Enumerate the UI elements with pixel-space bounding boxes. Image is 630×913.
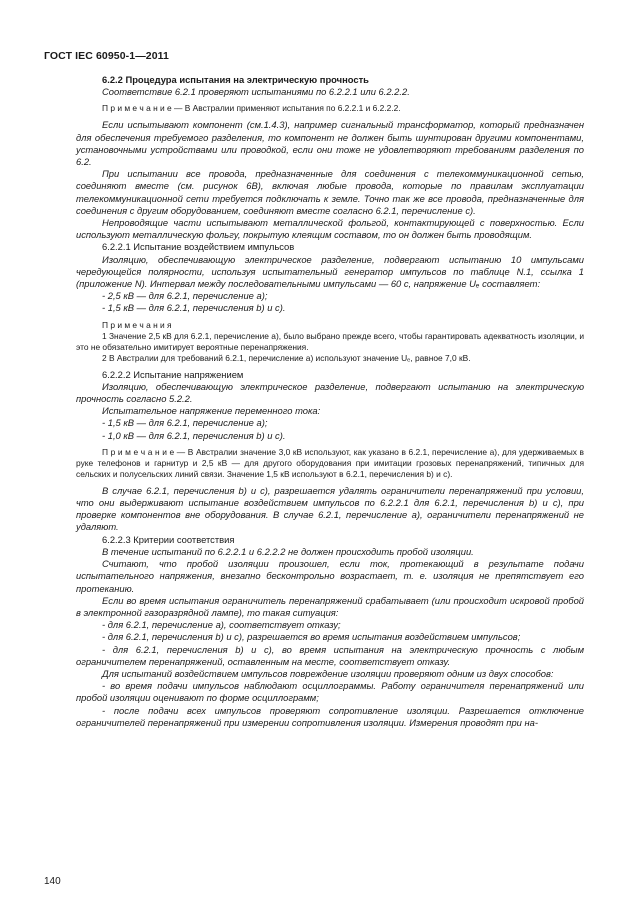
paragraph: - во время подачи импульсов наблюдают осциллограммы. Работу ограничителя перенапряжений или пробой изоляции оценивают по форме осциллограмм; <box>76 680 584 704</box>
paragraph: Изоляцию, обеспечивающую электрическое разделение, подвергают испытанию 10 импульсами чередующейся полярности, используя испытательный генератор импульсов по таблице N.1, ссылка 1 (приложение N). Интервал между последовательными импульсами — 60 с, напряжение Uₑ составляет: <box>76 253 584 290</box>
paragraph: - 1,5 кВ — для 6.2.1, перечисление а); <box>102 417 268 429</box>
paragraph: Для испытаний воздействием импульсов повреждение изоляции проверяют одним из двух способов: <box>102 667 554 679</box>
paragraph: Испытательное напряжение переменного тока: <box>102 405 321 417</box>
note-paragraph: 2 В Австралии для требований 6.2.1, перечисление а) используют значение Uₑ, равное 7,0 кВ. <box>102 352 471 363</box>
paragraph: - для 6.2.1, перечисления b) и с), во время испытания на электрическую прочность с любым ограничителем перенапряжений, оставленным на месте, соответствует отказу. <box>76 643 584 667</box>
paragraph: Если во время испытания ограничитель перенапряжений срабатывает (или происходит искровой пробой в электронной газоразрядной лампе), то такая ситуация: <box>76 594 584 618</box>
paragraph: - для 6.2.1, перечисления b) и с), разрешается во время испытания воздействием импульсов; <box>102 631 521 643</box>
note-paragraph: П р и м е ч а н и я <box>102 319 172 330</box>
paragraph: 6.2.2.3 Критерии соответствия <box>102 533 235 545</box>
document-body <box>76 74 584 729</box>
note-paragraph: П р и м е ч а н и е — В Австралии применяют испытания по 6.2.2.1 и 6.2.2.2. <box>102 103 401 114</box>
paragraph: - 1,5 кВ — для 6.2.1, перечисления b) и с). <box>102 302 286 314</box>
paragraph: Считают, что пробой изоляции произошел, если ток, протекающий в результате подачи испытательного напряжения, внезапно бесконтрольно возрастает, т. е. изоляция не препятствует его протеканию. <box>76 558 584 594</box>
note-paragraph: 1 Значение 2,5 кВ для 6.2.1, перечисление а), было выбрано прежде всего, чтобы гарантировать адекватность изоляции, и это не обязательно имитирует вероятные перенапряжения. <box>76 330 584 352</box>
paragraph: - 1,0 кВ — для 6.2.1, перечисления b) и с). <box>102 429 286 441</box>
section-heading: 6.2.2 Процедура испытания на электрическую прочность <box>102 74 369 85</box>
paragraph: - для 6.2.1, перечисление а), соответствует отказу; <box>102 619 341 631</box>
paragraph: В течение испытаний по 6.2.2.1 и 6.2.2.2 не должен происходить пробой изоляции. <box>102 545 474 557</box>
document-header: ГОСТ IEC 60950-1—2011 <box>44 50 169 62</box>
paragraph: - после подачи всех импульсов проверяют сопротивление изоляции. Разрешается отключение ограничителей перенапряжений при измерении сопротивления изоляции. Измерения проводят при на- <box>76 704 584 728</box>
paragraph: 6.2.2.1 Испытание воздействием импульсов <box>102 241 295 253</box>
page-number: 140 <box>44 876 61 887</box>
paragraph: Изоляцию, обеспечивающую электрическое разделение, подвергают испытанию на электрическую прочность согласно 5.2.2. <box>76 380 584 405</box>
paragraph: 6.2.2.2 Испытание напряжением <box>102 368 244 380</box>
paragraph: В случае 6.2.1, перечисления b) и с), разрешается удалять ограничители перенапряжений при условии, что они выдерживают испытание воздействием импульсов по 6.2.2.1 для 6.2.1, перечисления b) и с), при проверке компонентов вне оборудования. В случае 6.2.1, перечисление а), ограничители перенапряжений не удаляют. <box>76 484 584 533</box>
paragraph: Если испытывают компонент (см.1.4.3), например сигнальный трансформатор, который предназначен для обеспечения требуемого разделения, то компонент не должен быть шунтирован другими компонентами, установочными устройствами или проводкой, если они тоже не удовлетворяют требованиям разделения по 6.2. <box>76 119 584 168</box>
paragraph: Соответствие 6.2.1 проверяют испытаниями по 6.2.2.1 или 6.2.2.2. <box>102 86 410 98</box>
paragraph: - 2,5 кВ — для 6.2.1, перечисление а); <box>102 290 268 302</box>
note-paragraph: П р и м е ч а н и е — В Австралии значение 3,0 кВ используют, как указано в 6.2.1, перечисление а), для удерживаемых в руке телефонов и гарнитур и 2,5 кВ — для другого оборудования при имитации грозовых перенапряжений, типичных для сельских и полусельских линий связи. Значение 1,5 кВ используют в 6.2.1, перечисления b) и с). <box>76 446 584 479</box>
paragraph: Непроводящие части испытывают металлической фольгой, контактирующей с поверхностью. Если используют металлическую фольгу, покрытую клеящим составом, то он должен быть проводящим. <box>76 217 584 241</box>
paragraph: При испытании все провода, предназначенные для соединения с телекоммуникационной сетью, соединяют вместе (см. рисунок 6В), включая любые провода, которые по правилам эксплуатации телекоммуникационной сети требуется подключать к земле. Точно так же все провода, предназначенные для соединения с другим оборудованием, соединяют вместе согласно 6.2.1, перечисление с). <box>76 168 584 216</box>
